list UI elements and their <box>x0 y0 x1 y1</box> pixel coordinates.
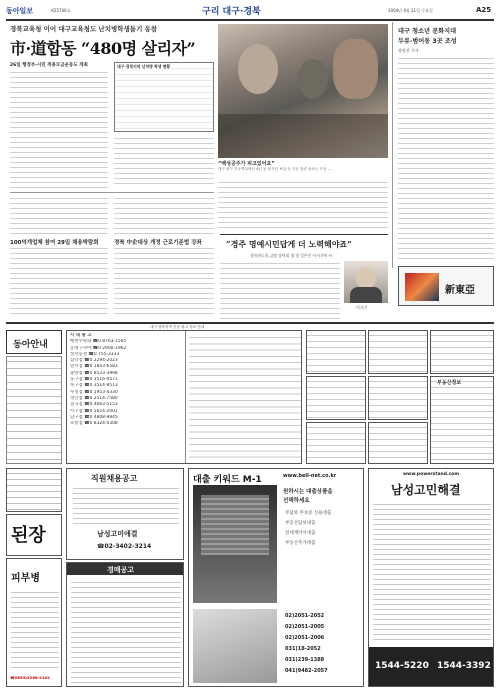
listing: 시 내 광 고 <box>70 333 92 338</box>
lead-kicker: 경북교육청 이어 대구교육청도 난치병학생돕기 동참 <box>10 25 158 33</box>
interview-headline: “경주 명예시민답게 더 노력해야죠” <box>226 239 352 249</box>
rehab-phone-2: 1544-3392 <box>437 661 491 671</box>
classified-box-a <box>306 330 366 374</box>
lead-headline: 市·道합동 “480명 살리자” <box>10 39 196 58</box>
job-fair-company: 남성고미애결 <box>97 530 138 538</box>
listing[interactable]: 중앙점 ☎0 8523-3998 <box>70 370 118 376</box>
rehab-phone-1: 1544-5220 <box>375 661 429 671</box>
listing[interactable]: 수성점 ☎0 1953-4330 <box>70 389 118 395</box>
left-ad-doenjang[interactable] <box>6 514 62 556</box>
classified-box-c <box>430 330 494 374</box>
rehab-body <box>373 501 491 641</box>
interview-box <box>220 234 388 320</box>
listing[interactable]: 칠곡점 ☎0 4663-5153 <box>70 402 118 408</box>
loan-line-1: 선택하세요 <box>283 498 310 504</box>
right-column-divider <box>392 22 393 268</box>
loan-phone-3: 031)18-2052 <box>285 646 321 652</box>
publisher-cover <box>405 273 439 301</box>
listing[interactable]: 포항점 ☎0 8324-0308 <box>70 421 118 427</box>
loan-ad[interactable] <box>188 468 364 687</box>
publisher-ad <box>398 266 494 306</box>
story3-headline: 경북 中企대상 개정 근로기준법 강좌 <box>114 240 202 246</box>
real-estate-title: 부동산정보 <box>437 380 462 386</box>
masthead-rule <box>6 19 494 21</box>
interview-subtitle: 경북관드림-금탑 장년회 명 및 일본인 이서기에 씨 <box>250 253 332 258</box>
left-ad-phone: ☎0653)2268-2142 <box>10 675 50 680</box>
page-number: A25 <box>476 6 492 14</box>
lead-body-col2 <box>114 136 214 188</box>
auction-ad[interactable] <box>66 562 184 687</box>
real-estate-box <box>430 376 494 464</box>
masthead <box>6 4 494 18</box>
section-logo: 구리 대구·경북 <box>202 7 261 17</box>
story1-cont <box>10 196 108 234</box>
auction-body <box>71 579 181 683</box>
story3-body <box>114 246 214 318</box>
publisher-brand: 新東亞 <box>445 285 475 296</box>
classified-left-title: 동아안내 <box>13 340 48 350</box>
lead-table-title: 대구·경북지역 난치병 학생 현황 <box>117 64 171 69</box>
loan-line-4: 전세계약서대출 <box>285 531 316 536</box>
story1-cont2 <box>114 196 214 234</box>
lead-photo <box>218 24 388 158</box>
lead-body-col1 <box>10 70 108 188</box>
issue-number: 제25740호 <box>50 8 71 13</box>
rehab-url[interactable]: www.powerstand.com <box>403 472 460 477</box>
rehab-title: 남성고민해결 <box>391 483 461 497</box>
left-ad-top <box>6 468 62 512</box>
date: 2004년 4월 21일 수요일 <box>388 8 433 13</box>
listing[interactable]: 매천수락화 ☎0 8763-1565 <box>70 339 127 345</box>
loan-line-2: 무담보 무보증 신용대출 <box>285 511 332 516</box>
loan-phone-4: 031)239-1388 <box>285 657 325 663</box>
lead-body-col3 <box>218 180 388 232</box>
loan-photo <box>193 609 277 683</box>
classified-box-d <box>306 376 366 420</box>
loan-line-5: 부동산추가대출 <box>285 541 316 546</box>
paper-name: 동아일보 <box>6 6 34 15</box>
classified-center-note: 대구·경북지역 신문 광고 정보 안내 <box>150 325 205 329</box>
loan-phone-0: 02)2051-2052 <box>285 613 325 619</box>
loan-url[interactable]: www.bell-net.co.kr <box>283 473 337 479</box>
listing[interactable]: 달서점 ☎0 1843-6583 <box>70 364 118 370</box>
classified-left-label <box>6 330 62 354</box>
left-ad-sub: 피부병 <box>11 573 40 584</box>
left-ad-body <box>11 589 59 669</box>
left-ad-title: 된장 <box>11 525 46 546</box>
classified-box-e <box>368 376 428 420</box>
photo-caption: 대구 중구 초등학교에서 4년 동 봉사단 보살 속 국공 관련 돌보는 모습 ... <box>218 167 332 171</box>
right-headline-2: 두류·범어동 3곳 조성 <box>398 38 457 45</box>
interview-photo-label: 이서기 <box>356 305 368 310</box>
loan-banner <box>193 485 277 603</box>
listing[interactable]: 삼덕점 ☎0 2294-2023 <box>70 358 118 364</box>
loan-title: 대출 키워드 M-1 <box>193 475 262 485</box>
lead-byline: 26일 행정부·시민 적용모금운동도 개최 <box>10 63 88 68</box>
job-fair-body <box>73 485 179 525</box>
right-byline: 장원진 기자 <box>398 48 419 53</box>
loan-line-0: 원하시는 대출상품을 <box>283 489 333 495</box>
classified-top-rule <box>6 322 494 324</box>
loan-phone-5: 041)9482-2057 <box>285 668 328 674</box>
listing[interactable]: 북구점 ☎0 3514-8513 <box>70 383 118 389</box>
loan-phone-2: 02)2051-2006 <box>285 635 325 641</box>
listings-grid <box>66 330 302 464</box>
listing[interactable]: 동구점 ☎0 3516-0571 <box>70 377 118 383</box>
rehab-ad[interactable] <box>368 468 494 687</box>
loan-line-3: 부동산담보대출 <box>285 521 316 526</box>
listing[interactable]: 경산점 ☎0 2514-7580 <box>70 395 118 401</box>
interview-photo <box>344 261 388 303</box>
lead-table <box>114 62 214 132</box>
listing[interactable]: 남구점 ☎0 4808-9845 <box>70 414 118 420</box>
photo-caption-title: “백성공주가 피고있어요” <box>218 161 275 167</box>
right-body <box>398 56 494 262</box>
classified-left-list <box>6 356 62 464</box>
story-divider <box>10 192 214 193</box>
listings-col-left <box>70 333 182 427</box>
classified-box-f <box>306 422 366 464</box>
left-ad-skin[interactable] <box>6 558 62 687</box>
loan-phone-1: 02)2051-2005 <box>285 624 325 630</box>
classified-box-b <box>368 330 428 374</box>
story2-headline: 100억개업체 참여 29일 채용박람회 <box>10 240 99 246</box>
story2-body <box>10 246 108 318</box>
auction-title: 경매공고 <box>107 566 135 574</box>
job-fair-title: 직원채용공고 <box>91 473 138 483</box>
classified-box-g <box>368 422 428 464</box>
interview-body <box>220 261 340 319</box>
job-fair-phone: ☎02-3402-3214 <box>97 543 152 550</box>
job-fair-ad[interactable] <box>66 468 184 560</box>
listing[interactable]: 성서동성 ☎0 755-3333 <box>70 351 120 357</box>
listings-col-right <box>189 333 301 463</box>
listing[interactable]: 서구점 ☎0 5614-2001 <box>70 408 118 414</box>
listing[interactable]: 동대구사마 ☎0 2900-1962 <box>70 345 127 351</box>
right-headline-1: 대구 청소년 문화지대 <box>398 28 457 35</box>
